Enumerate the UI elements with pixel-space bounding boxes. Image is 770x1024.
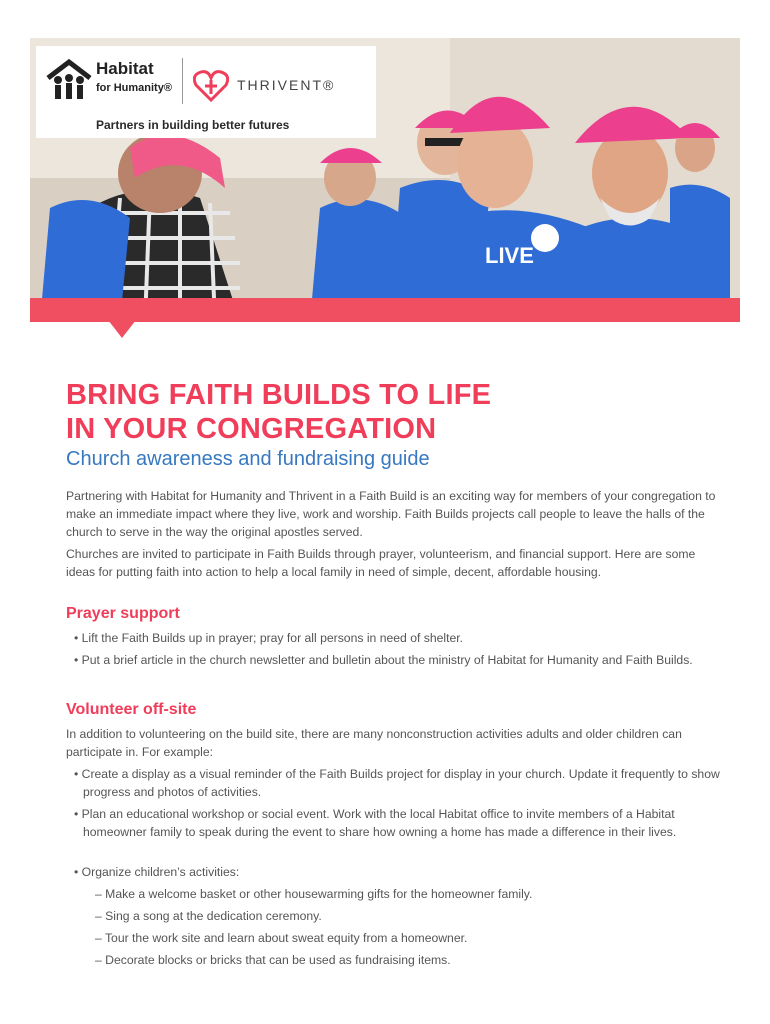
sub-list-item: – Tour the work site and learn about sweat equity from a homeowner. — [95, 931, 468, 945]
list-item: • Organize children’s activities: — [74, 865, 240, 879]
page-subtitle: Church awareness and fundraising guide — [66, 448, 430, 470]
list-item: • Plan an educational workshop or social event. Work with the local Habitat office to invite members of a Habitat homeowner family to speak during the event to share how owning a home has made a difference in their lives. — [74, 807, 677, 839]
title-line-2: IN YOUR CONGREGATION — [66, 413, 437, 445]
thrivent-heart-icon — [193, 70, 229, 102]
sub-list-item: – Sing a song at the dedication ceremony. — [95, 909, 322, 923]
intro-paragraph-1: Partnering with Habitat for Humanity and Thrivent in a Faith Build is an exciting way for members of your congregation to make an immediate impact where they live, work and worship. Faith Builds projects call people to leave the halls of the church to serve in the way the original apostles served. — [66, 489, 716, 539]
accent-notch — [108, 320, 136, 338]
habitat-name: Habitat — [96, 59, 154, 78]
list-item: • Lift the Faith Builds up in prayer; pray for all persons in need of shelter. — [74, 631, 464, 645]
volunteer-heading: Volunteer off-site — [66, 701, 197, 718]
title-line-1: BRING FAITH BUILDS TO LIFE — [66, 379, 492, 411]
habitat-sub: for Humanity® — [96, 82, 172, 94]
prayer-heading: Prayer support — [66, 605, 180, 622]
list-item: • Create a display as a visual reminder of the Faith Builds project for display in your church. Update it frequently to show progress and photos of activities. — [74, 767, 720, 799]
habitat-logo-icon — [46, 58, 92, 102]
volunteer-intro: In addition to volunteering on the build site, there are many nonconstruction activities adults and older children can participate in. For example: — [66, 727, 682, 759]
sub-list-item: – Decorate blocks or bricks that can be used as fundraising items. — [95, 953, 451, 967]
list-item: • Put a brief article in the church newsletter and bulletin about the ministry of Habitat for Humanity and Faith Builds. — [74, 653, 693, 667]
page-title — [66, 378, 491, 446]
tagline: Partners in building better futures — [96, 118, 290, 132]
thrivent-wordmark: THRIVENT® — [237, 77, 336, 93]
intro-paragraph-2: Churches are invited to participate in Faith Builds through prayer, volunteerism, and financial support. Here are some ideas for putting faith into action to help a local family in need of simple, decent, affordable housing. — [66, 547, 696, 579]
accent-band — [30, 298, 740, 322]
svg-text:LIVE: LIVE — [485, 243, 534, 268]
habitat-wordmark — [96, 60, 172, 97]
sub-list-item: – Make a welcome basket or other housewarming gifts for the homeowner family. — [95, 887, 533, 901]
logo-divider — [182, 58, 183, 104]
